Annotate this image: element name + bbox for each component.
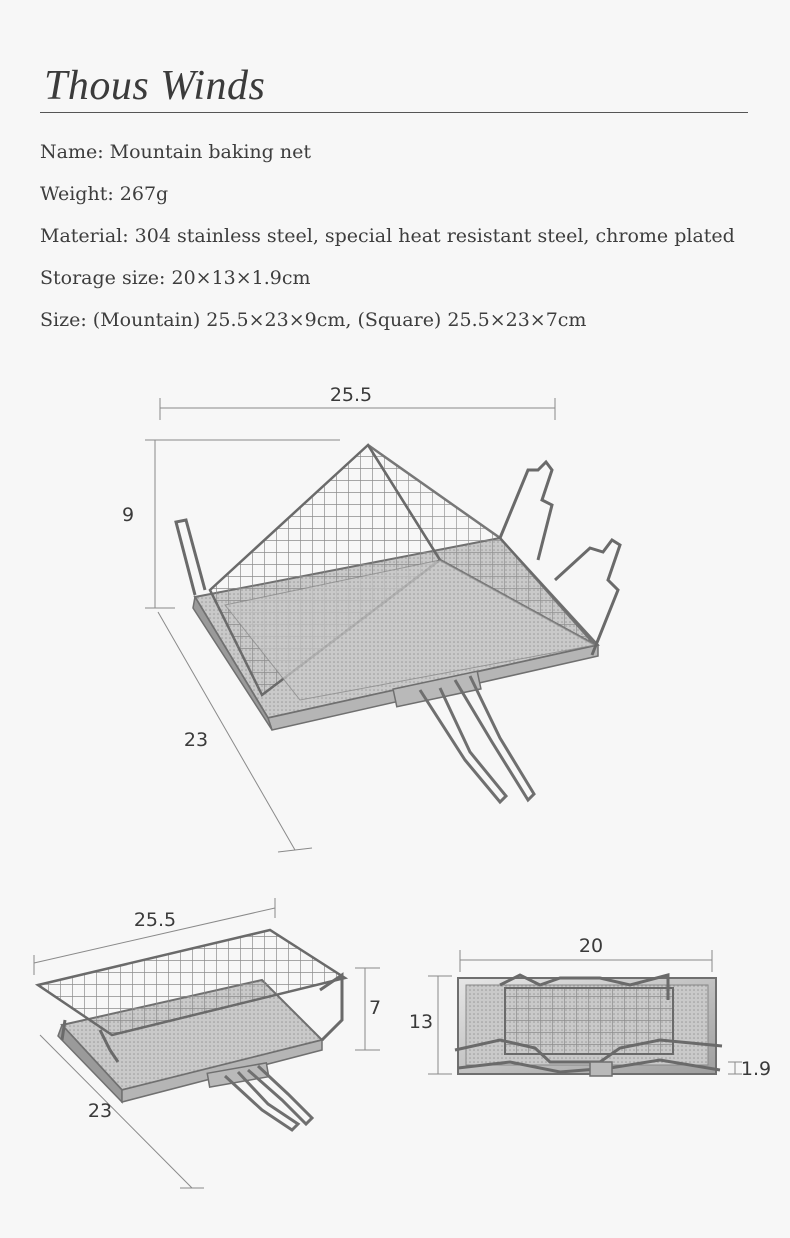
dim-mountain-height-label: 9 bbox=[121, 504, 135, 526]
spec-label: Material: bbox=[40, 225, 135, 247]
dim-storage-thickness-label: 1.9 bbox=[740, 1058, 772, 1080]
spec-label: Weight: bbox=[40, 183, 120, 205]
brand-title: Thous Winds bbox=[44, 63, 266, 109]
dim-mountain-depth-label: 23 bbox=[183, 729, 209, 751]
mountain-handle bbox=[393, 671, 534, 802]
dim-square-depth-label: 23 bbox=[87, 1100, 113, 1122]
storage-figure bbox=[409, 935, 771, 1080]
spec-value: (Mountain) 25.5×23×9cm, (Square) 25.5×23×7cm bbox=[92, 309, 587, 331]
spec-value: 267g bbox=[119, 183, 169, 205]
dim-square-height-label: 7 bbox=[368, 997, 382, 1019]
spec-label: Storage size: bbox=[40, 267, 172, 289]
dim-mountain-width-label: 25.5 bbox=[329, 384, 373, 406]
storage-mesh bbox=[505, 988, 673, 1054]
spec-value: 20×13×1.9cm bbox=[171, 267, 311, 289]
spec-value: Mountain baking net bbox=[109, 141, 311, 163]
dim-square-width-label: 25.5 bbox=[133, 909, 177, 931]
square-handle bbox=[207, 1063, 312, 1130]
square-figure bbox=[34, 898, 381, 1188]
spec-value: 304 stainless steel, special heat resistant steel, chrome plated bbox=[134, 225, 735, 247]
dim-storage-depth-label: 13 bbox=[408, 1011, 434, 1033]
spec-label: Name: bbox=[40, 141, 110, 163]
dim-storage-width-label: 20 bbox=[578, 935, 604, 957]
dim-storage-thickness bbox=[728, 1062, 742, 1074]
spec-label: Size: bbox=[40, 309, 93, 331]
mountain-figure bbox=[122, 384, 620, 852]
